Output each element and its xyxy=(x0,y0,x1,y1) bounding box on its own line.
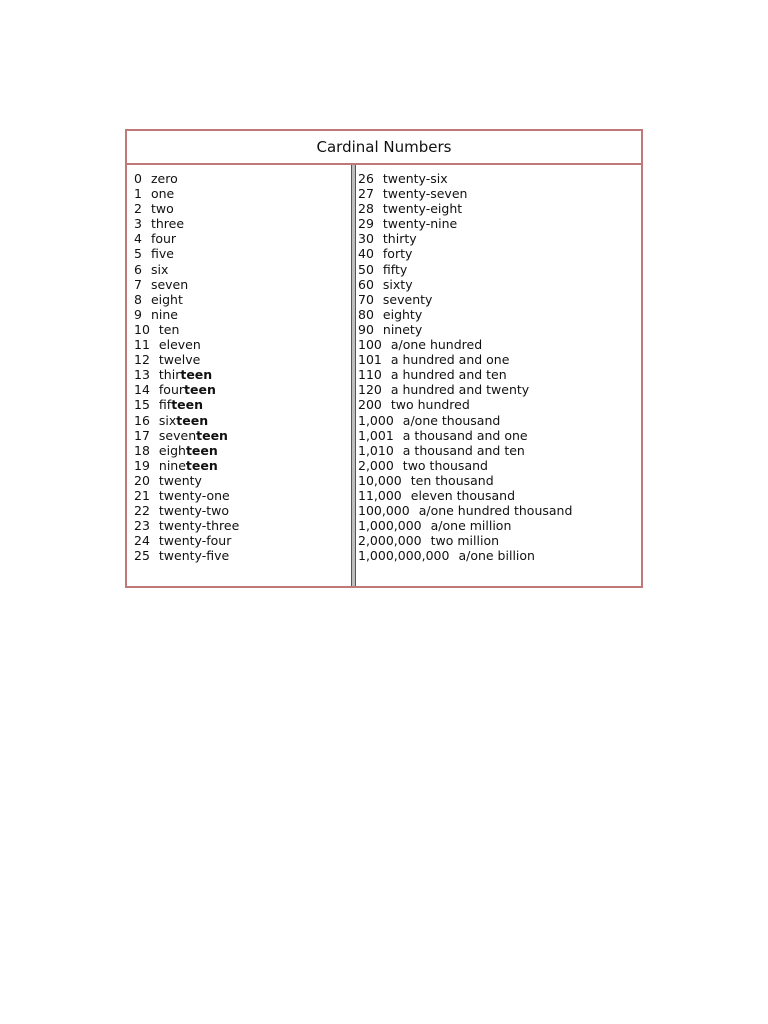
numeral: 101 xyxy=(358,352,382,368)
numeral: 200 xyxy=(358,397,382,413)
numeral: 26 xyxy=(358,171,374,186)
number-word xyxy=(383,262,407,277)
number-word xyxy=(151,307,178,322)
word-stem: twenty-six xyxy=(382,171,448,186)
word-stem: a hundred and ten xyxy=(390,367,507,383)
numeral: 30 xyxy=(358,231,374,247)
word-stem: twelve xyxy=(158,352,201,368)
number-row xyxy=(134,413,352,428)
numeral: 25 xyxy=(134,548,150,564)
number-word xyxy=(159,397,203,412)
word-stem: a thousand and ten xyxy=(402,442,525,458)
numeral: 90 xyxy=(358,321,374,337)
word-stem: a hundred and one xyxy=(390,352,510,368)
number-word xyxy=(411,473,494,488)
word-stem: ninety xyxy=(382,321,423,337)
numeral: 100 xyxy=(358,337,382,353)
number-row xyxy=(134,458,352,473)
number-word xyxy=(383,277,413,292)
word-stem: nine xyxy=(158,457,186,473)
number-row xyxy=(358,186,641,201)
number-row xyxy=(134,171,352,186)
numeral: 18 xyxy=(134,442,150,458)
number-word xyxy=(151,277,188,292)
word-stem: twenty-two xyxy=(158,503,230,519)
number-row xyxy=(134,352,352,367)
numeral: 12 xyxy=(134,352,150,368)
number-word xyxy=(159,548,229,563)
number-word xyxy=(159,337,201,352)
number-row xyxy=(134,367,352,382)
numeral: 50 xyxy=(358,261,374,277)
numeral: 7 xyxy=(134,276,142,292)
word-stem: six xyxy=(158,412,177,428)
numeral: 24 xyxy=(134,533,150,549)
word-stem: zero xyxy=(150,171,178,186)
number-row xyxy=(134,186,352,201)
word-stem: three xyxy=(150,216,185,232)
numeral: 29 xyxy=(358,216,374,232)
number-word xyxy=(383,292,433,307)
number-row xyxy=(358,337,641,352)
word-suffix-bold: teen xyxy=(176,412,209,428)
numeral: 13 xyxy=(134,367,150,383)
number-row xyxy=(358,216,641,231)
number-word xyxy=(391,352,510,367)
word-suffix-bold: teen xyxy=(180,367,213,383)
numeral: 80 xyxy=(358,306,374,322)
word-stem: a hundred and twenty xyxy=(390,382,530,398)
numeral: 20 xyxy=(134,472,150,488)
number-word xyxy=(391,337,482,352)
word-stem: twenty-three xyxy=(158,518,240,534)
numeral: 10 xyxy=(134,321,150,337)
word-suffix-bold: teen xyxy=(185,442,218,458)
number-word xyxy=(458,548,535,563)
number-row xyxy=(358,397,641,412)
number-row xyxy=(358,428,641,443)
word-stem: eleven xyxy=(158,337,201,353)
numeral: 60 xyxy=(358,276,374,292)
numeral: 2,000 xyxy=(358,457,394,473)
numeral: 9 xyxy=(134,306,142,322)
number-word xyxy=(383,246,413,261)
number-word xyxy=(159,503,229,518)
number-row xyxy=(134,443,352,458)
number-row xyxy=(358,367,641,382)
number-word xyxy=(419,503,573,518)
word-stem: five xyxy=(150,246,174,262)
word-stem: twenty xyxy=(158,472,202,488)
word-stem: sixty xyxy=(382,276,413,292)
number-word xyxy=(159,518,239,533)
number-row xyxy=(134,428,352,443)
word-suffix-bold: teen xyxy=(171,397,204,413)
number-word xyxy=(383,201,462,216)
number-row xyxy=(358,458,641,473)
number-word xyxy=(411,488,515,503)
number-row xyxy=(134,518,352,533)
word-stem: eighty xyxy=(382,306,423,322)
numeral: 70 xyxy=(358,291,374,307)
numeral: 28 xyxy=(358,201,374,217)
number-row xyxy=(358,171,641,186)
word-stem: fifty xyxy=(382,261,408,277)
number-word xyxy=(391,367,507,382)
numeral: 8 xyxy=(134,291,142,307)
number-word xyxy=(431,533,499,548)
number-word xyxy=(159,473,202,488)
word-stem: six xyxy=(150,261,169,277)
word-stem: twenty-five xyxy=(158,548,230,564)
numeral: 120 xyxy=(358,382,382,398)
word-stem: two million xyxy=(430,533,500,549)
numeral: 1,001 xyxy=(358,427,394,443)
numeral: 11 xyxy=(134,337,150,353)
numeral: 100,000 xyxy=(358,503,410,519)
number-row xyxy=(134,382,352,397)
word-stem: a/one hundred thousand xyxy=(418,503,573,519)
word-stem: four xyxy=(158,382,185,398)
numeral: 5 xyxy=(134,246,142,262)
number-word xyxy=(151,231,176,246)
number-word xyxy=(151,186,174,201)
number-row xyxy=(134,473,352,488)
number-row xyxy=(134,337,352,352)
number-word xyxy=(403,428,528,443)
numeral: 40 xyxy=(358,246,374,262)
cardinal-numbers-table xyxy=(125,129,643,588)
numeral: 21 xyxy=(134,487,150,503)
number-word xyxy=(159,458,218,473)
numeral: 17 xyxy=(134,427,150,443)
number-row xyxy=(358,292,641,307)
word-stem: seven xyxy=(150,276,189,292)
word-stem: two thousand xyxy=(402,457,488,473)
number-row xyxy=(358,382,641,397)
numeral: 1 xyxy=(134,186,142,202)
number-row xyxy=(358,413,641,428)
right-column xyxy=(356,165,641,586)
numeral: 3 xyxy=(134,216,142,232)
number-row xyxy=(358,503,641,518)
number-row xyxy=(358,262,641,277)
number-row xyxy=(358,352,641,367)
numeral: 10,000 xyxy=(358,472,402,488)
word-stem: twenty-one xyxy=(158,487,230,503)
word-stem: twenty-eight xyxy=(382,201,463,217)
number-word xyxy=(391,397,470,412)
numeral: 23 xyxy=(134,518,150,534)
number-word xyxy=(159,413,208,428)
number-row xyxy=(358,533,641,548)
number-word xyxy=(403,443,525,458)
numeral: 14 xyxy=(134,382,150,398)
number-word xyxy=(159,367,212,382)
word-stem: eigh xyxy=(158,442,186,458)
number-row xyxy=(134,503,352,518)
numeral: 0 xyxy=(134,171,142,186)
word-stem: four xyxy=(150,231,177,247)
number-word xyxy=(383,322,422,337)
numeral: 22 xyxy=(134,503,150,519)
number-row xyxy=(358,443,641,458)
number-row xyxy=(358,246,641,261)
number-row xyxy=(134,397,352,412)
numeral: 15 xyxy=(134,397,150,413)
number-word xyxy=(151,262,168,277)
numeral: 2 xyxy=(134,201,142,217)
numeral: 4 xyxy=(134,231,142,247)
word-stem: a/one hundred xyxy=(390,337,483,353)
number-row xyxy=(134,231,352,246)
numeral: 16 xyxy=(134,412,150,428)
number-row xyxy=(358,322,641,337)
word-stem: seventy xyxy=(382,291,433,307)
number-word xyxy=(159,488,230,503)
number-row xyxy=(134,307,352,322)
word-stem: fif xyxy=(158,397,172,413)
number-row xyxy=(134,548,352,563)
number-word xyxy=(159,428,228,443)
number-word xyxy=(403,458,488,473)
number-word xyxy=(159,382,216,397)
word-stem: forty xyxy=(382,246,413,262)
word-stem: one xyxy=(150,186,175,202)
number-row xyxy=(134,322,352,337)
word-stem: thirty xyxy=(382,231,417,247)
word-stem: a thousand and one xyxy=(402,427,528,443)
number-word xyxy=(159,443,218,458)
word-stem: two hundred xyxy=(390,397,470,413)
number-word xyxy=(383,216,457,231)
number-word xyxy=(383,186,468,201)
word-stem: ten xyxy=(158,321,180,337)
number-row xyxy=(358,277,641,292)
number-word xyxy=(391,382,529,397)
number-row xyxy=(358,201,641,216)
numeral: 1,010 xyxy=(358,442,394,458)
numeral: 1,000,000,000 xyxy=(358,548,450,564)
numeral: 2,000,000 xyxy=(358,533,422,549)
number-word xyxy=(403,413,501,428)
word-stem: eight xyxy=(150,291,183,307)
number-row xyxy=(358,548,641,563)
number-row xyxy=(358,307,641,322)
word-suffix-bold: teen xyxy=(184,382,216,398)
word-stem: twenty-nine xyxy=(382,216,458,232)
word-stem: thir xyxy=(158,367,181,383)
number-word xyxy=(159,322,180,337)
number-row xyxy=(358,488,641,503)
number-word xyxy=(151,201,174,216)
number-word xyxy=(151,216,184,231)
number-word xyxy=(159,352,200,367)
number-word xyxy=(151,246,174,261)
word-stem: a/one billion xyxy=(458,548,535,564)
number-row xyxy=(134,292,352,307)
numeral: 19 xyxy=(134,457,150,473)
number-row xyxy=(134,246,352,261)
number-word xyxy=(383,231,417,246)
number-word xyxy=(151,171,178,186)
number-word xyxy=(159,533,231,548)
numeral: 27 xyxy=(358,186,374,202)
number-row xyxy=(358,231,641,246)
numeral: 6 xyxy=(134,261,142,277)
numeral: 110 xyxy=(358,367,382,383)
table-title: Cardinal Numbers xyxy=(127,131,641,165)
number-row xyxy=(358,473,641,488)
number-row xyxy=(134,262,352,277)
number-row xyxy=(134,488,352,503)
word-stem: nine xyxy=(150,306,178,322)
word-stem: a/one thousand xyxy=(402,412,501,428)
number-row xyxy=(134,201,352,216)
number-row xyxy=(134,533,352,548)
word-stem: twenty-four xyxy=(158,533,232,549)
word-stem: eleven thousand xyxy=(410,487,516,503)
number-word xyxy=(383,171,448,186)
word-stem: seven xyxy=(158,427,197,443)
left-column xyxy=(127,165,352,586)
number-word xyxy=(431,518,512,533)
word-stem: twenty-seven xyxy=(382,186,468,202)
number-word xyxy=(383,307,422,322)
word-stem: ten thousand xyxy=(410,472,494,488)
number-row xyxy=(134,216,352,231)
number-row xyxy=(358,518,641,533)
word-suffix-bold: teen xyxy=(196,427,228,443)
number-row xyxy=(134,277,352,292)
numeral: 1,000 xyxy=(358,412,394,428)
numeral: 11,000 xyxy=(358,487,402,503)
numeral: 1,000,000 xyxy=(358,518,422,534)
word-stem: two xyxy=(150,201,174,217)
word-stem: a/one million xyxy=(430,518,512,534)
number-word xyxy=(151,292,183,307)
word-suffix-bold: teen xyxy=(185,457,218,473)
